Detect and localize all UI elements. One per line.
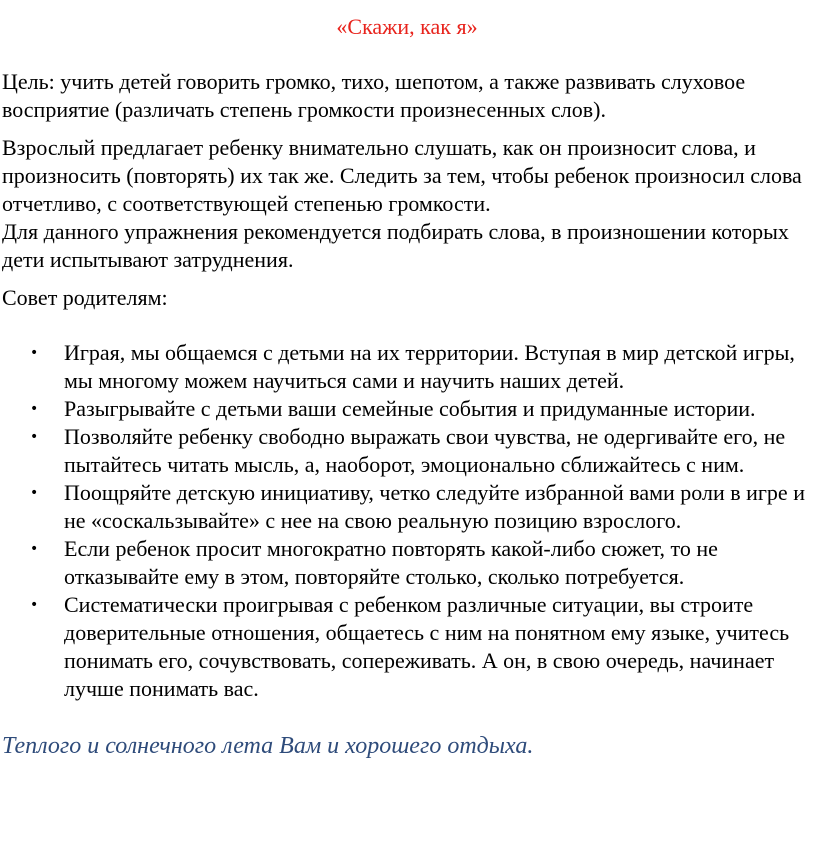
list-item <box>2 339 812 395</box>
tip-text: Позволяйте ребенку свободно выражать свои чувства, не одергивайте его, не пытайтесь читать мысль, а, наоборот, эмоционально сближайтесь с ним. <box>64 424 786 477</box>
bullet-icon: • <box>30 597 39 613</box>
bullet-icon: • <box>30 485 39 501</box>
description-paragraph <box>2 134 812 274</box>
bullet-icon: • <box>30 401 39 417</box>
advice-heading: Совет родителям: <box>2 285 168 310</box>
page-title: «Скажи, как я» <box>336 14 478 39</box>
goal-paragraph: Цель: учить детей говорить громко, тихо, шепотом, а также развивать слуховое восприятие (различать степень громкости произнесенных слов). <box>2 69 746 122</box>
tip-text: Играя, мы общаемся с детьми на их территории. Вступая в мир детской игры, мы многому можем научиться сами и научить наших детей. <box>64 340 795 393</box>
list-item <box>2 423 812 479</box>
tip-text: Если ребенок просит многократно повторять какой-либо сюжет, то не отказывайте ему в этом, повторяйте столько, сколько потребуется. <box>64 536 718 589</box>
tip-text: Разыгрывайте с детьми ваши семейные события и придуманные истории. <box>64 396 756 421</box>
description-text-1: Взрослый предлагает ребенку внимательно слушать, как он произносит слова, и произносить (повторять) их так же. Следить за тем, чтобы ребенок произносил слова отчетливо, с соответствующей степенью громкости. <box>2 135 802 216</box>
list-item <box>2 395 812 423</box>
tip-text: Систематически проигрывая с ребенком различные ситуации, вы строите доверительные отношения, общаетесь с ним на понятном ему языке, учитесь понимать его, сочувствовать, сопереживать. А он, в свою очередь, начинает лучше понимать вас. <box>64 592 790 701</box>
description-text-2: Для данного упражнения рекомендуется подбирать слова, в произношении которых дети испытывают затруднения. <box>2 219 789 272</box>
list-item <box>2 591 812 703</box>
tips-list <box>2 339 812 703</box>
document-page <box>0 12 816 858</box>
list-item <box>2 535 812 591</box>
bullet-icon: • <box>30 429 39 445</box>
bullet-icon: • <box>30 541 39 557</box>
bullet-icon: • <box>30 345 39 361</box>
list-item <box>2 479 812 535</box>
closing-wish: Теплого и солнечного лета Вам и хорошего отдыха. <box>2 733 534 759</box>
tip-text: Поощряйте детскую инициативу, четко следуйте избранной вами роли в игре и не «соскальзывайте» с нее на свою реальную позицию взрослого. <box>64 480 805 533</box>
